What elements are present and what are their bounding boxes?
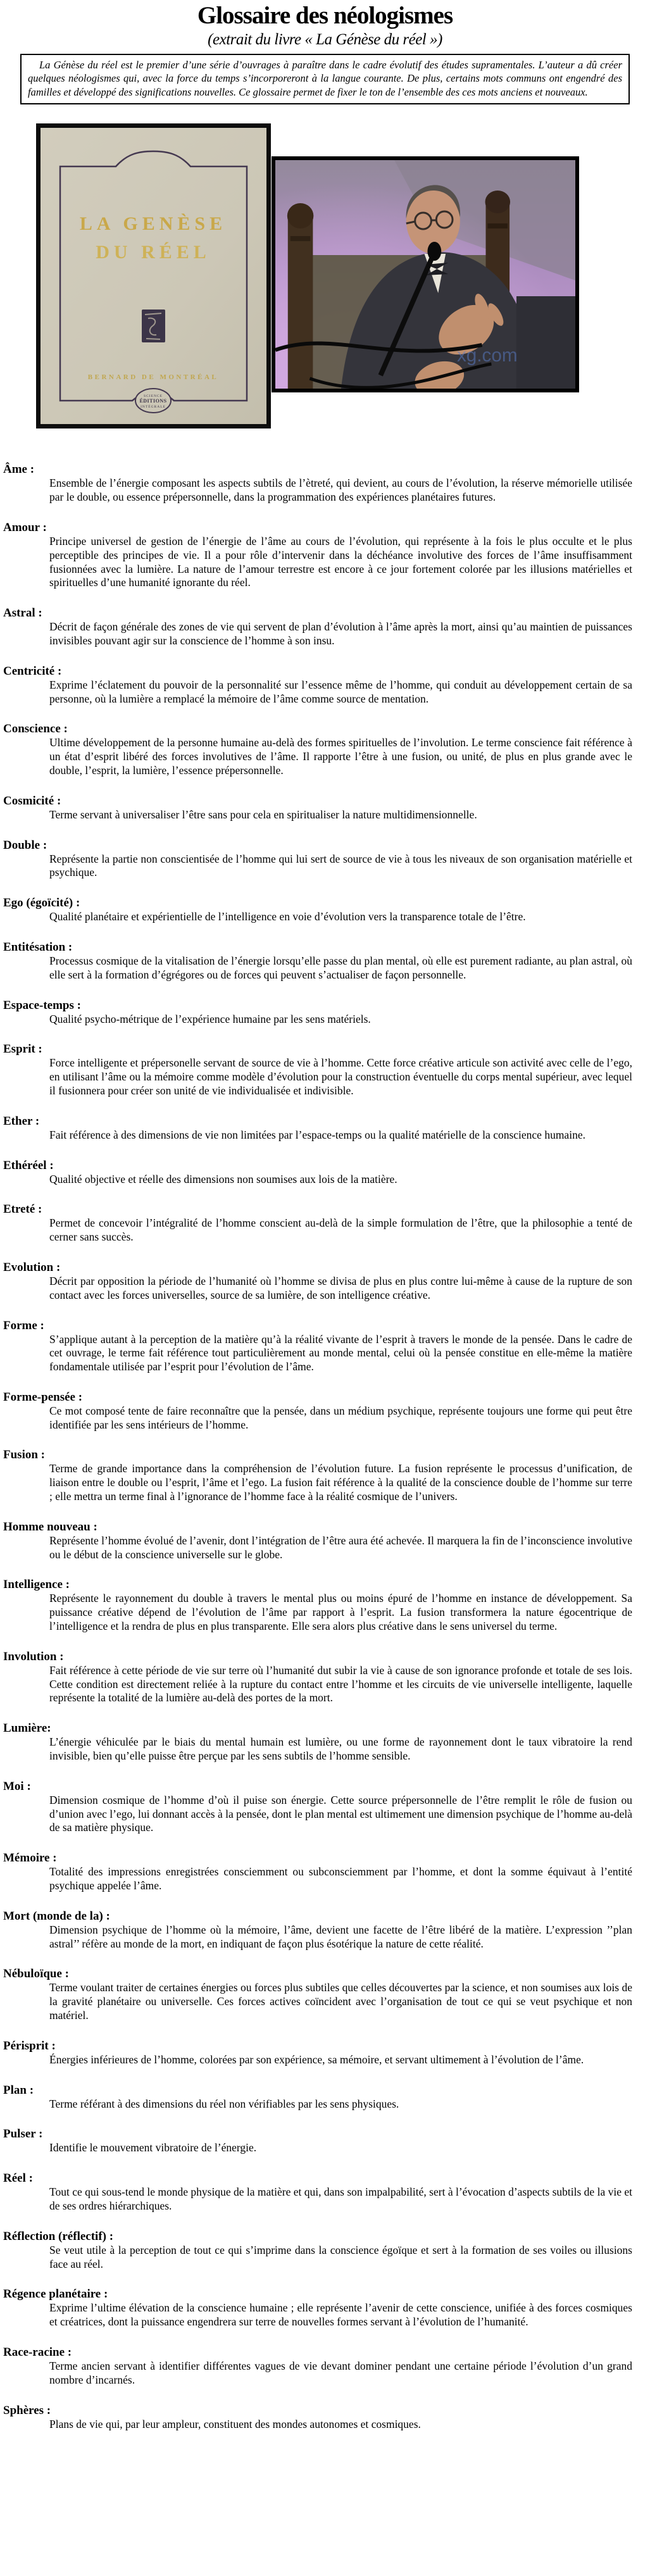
glossary-definition: Qualité psycho-métrique de l’expérience humaine par les sens matériels. xyxy=(49,1012,371,1025)
glossary-entry xyxy=(0,2404,650,2432)
glossary-definition: S’applique autant à la perception de la matière qu’à la réalité vivante de l’esprit à travers le monde de la pensée. Dans le cadre de cet ouvrage, le terme fait référence tout particulièrement au monde mental, celui où la pensée constitue en elle-même la matière fondamentale utilisée par l’esprit pour l’évolution de l’âme. xyxy=(49,1332,632,1373)
glossary-entry xyxy=(0,1159,650,1187)
glossary-term: Entitésation : xyxy=(3,940,73,954)
glossary-term: Double : xyxy=(3,838,47,852)
document-page xyxy=(0,3,650,2576)
glossary-definition: Identifie le mouvement vibratoire de l’énergie. xyxy=(49,2141,257,2154)
glossary-term: Régence planétaire : xyxy=(3,2287,108,2301)
glossary-entry xyxy=(0,1115,650,1142)
glossary-term: Forme-pensée : xyxy=(3,1390,83,1404)
glossary-term: Réel : xyxy=(3,2172,33,2185)
glossary-definition: Qualité objective et réelle des dimensions non soumises aux lois de la matière. xyxy=(49,1172,397,1185)
glossary-term: Réflection (réflectif) : xyxy=(3,2229,114,2243)
book-cover-graphic xyxy=(36,123,271,428)
glossary-term: Âme : xyxy=(3,463,35,477)
glossary-entry xyxy=(0,896,650,924)
glossary-term: Homme nouveau : xyxy=(3,1520,97,1534)
glossary-entry xyxy=(0,1319,650,1374)
glossary-term: Astral : xyxy=(3,606,42,620)
intro-box xyxy=(20,54,630,105)
glossary-definition: Représente le rayonnement du double à travers le mental plus ou moins épuré de l’homme en instance de développement. Sa puissance créative dépend de l’évolution de l’âme par rapport à l’esprit. La fusion transformera la nature égocentrique de l’intelligence et la rendra de plus en plus transparente. Elle sera alors plus créative dans le sens universel du terme. xyxy=(49,1592,632,1633)
glossary-term: Evolution : xyxy=(3,1260,61,1274)
glossary-definition: Énergies inférieures de l’homme, colorées par son expérience, sa mémoire, et servant ultimement à l’évolution de l’âme. xyxy=(49,2053,584,2066)
glossary-entry xyxy=(0,521,650,590)
publisher-top-label: SCIENCE xyxy=(144,394,163,399)
glossary-definition: Terme servant à universaliser l’être sans pour cela en spiritualiser la nature multidimensionnelle. xyxy=(49,808,477,821)
glossary-term: Nébuloïque : xyxy=(3,1967,69,1981)
glossary-term: Race-racine : xyxy=(3,2345,72,2359)
glossary-definition: Qualité planétaire et expérientielle de l’intelligence en voie d’évolution vers la transparence totale de l’être. xyxy=(49,910,526,923)
glossary-entry xyxy=(0,2172,650,2213)
page-subtitle: (extrait du livre « La Génèse du réel ») xyxy=(208,30,442,48)
glossary-term: Cosmicité : xyxy=(3,794,61,808)
glossary-entry xyxy=(0,2287,650,2329)
glossary-entry xyxy=(0,2230,650,2272)
glossary-definition: Principe universel de gestion de l’énergie de l’âme au cours de l’évolution, qui représente à la fois le plus occulte et le plus perceptible des principes de vie. Il a pour rôle d’intervenir dans la déchéance involutive des forces de l’âme insuffisamment fusionnées avec la lumière. La nature de l’amour terrestre est encore à ce jour fortement colorée par les illusions matérielles et spirituelles d’une humanité ignorante du réel. xyxy=(49,534,632,589)
glossary-entry xyxy=(0,1391,650,1432)
glossary-term: Plan : xyxy=(3,2083,34,2097)
glossary-definition: Terme voulant traiter de certaines énergies ou forces plus subtiles que celles découvertes par la science, et non soumises aux lois de la gravité planétaire ou universelle. Ces forces actives coïncident avec l’organisation de tout ce qui se veut psychique et non matériel. xyxy=(49,1981,632,2022)
publisher-label: ÉDITIONS xyxy=(139,398,167,404)
glossary-entry xyxy=(0,722,650,777)
glossary-entry xyxy=(0,839,650,880)
glossary-definition: Décrit par opposition la période de l’humanité où l’homme se divisa de plus en plus contre lui-même à cause de la rupture de son contact avec les forces universelles, source de sa lumière, de son intelligence créative. xyxy=(49,1274,632,1301)
glossary-definition: Tout ce qui sous-tend le monde physique de la matière et qui, dans son impalpabilité, sert à l’évocation d’aspects subtils de la vie et de ses ordres hiérarchiques. xyxy=(49,2185,632,2212)
glossary-list xyxy=(0,463,650,2485)
glossary-entry xyxy=(0,1851,650,1893)
glossary-term: Conscience : xyxy=(3,722,68,736)
glossary-definition: Dimension cosmique de l’homme d’où il puise son énergie. Cette source prépersonnelle de l’être remplit le rôle de fusion ou d’union avec l’ego, lui donnant accès à la pensée, dont le plan mental est ultimement une dimension psychique de l’homme au-delà de sa matière physique. xyxy=(49,1793,632,1834)
glossary-entry xyxy=(0,606,650,648)
glossary-definition: Fait référence à cette période de vie sur terre où l’humanité dut subir la vie à cause de son ignorance profonde et totale de ses lois. Cette condition est directement reliée à la rupture du contact entre l’homme et les circuits de vie universelle intelligente, laquelle représente la totalité de la lumière au-delà des portes de la mort. xyxy=(49,1663,632,1704)
glossary-entry xyxy=(0,2039,650,2067)
cover-title-line1: LA GENÈSE xyxy=(79,213,227,235)
glossary-entry xyxy=(0,794,650,822)
glossary-definition: Dimension psychique de l’homme où la mémoire, l’âme, devient une facette de l’être libéré de la matière. L’expression ’’plan astral’’ réfère au monde de la mort, en indiquant de façon plus ésotérique la nature de cette réalité. xyxy=(49,1923,632,1950)
book-cover-image xyxy=(36,123,271,428)
glossary-entry xyxy=(0,1261,650,1303)
glossary-definition: Terme de grande importance dans la compréhension de l’évolution future. La fusion représente le processus d’unification, de liaison entre le double ou l’esprit, l’âme et l’ego. La fusion fait référence à la qualité de la conscience double de l’homme sur terre ; elle mettra un terme final à l’ignorance de l’homme face à la réalité cosmique de l’univers. xyxy=(49,1462,632,1503)
glossary-definition: Terme ancien servant à identifier différentes vagues de vie devant dominer pendant une certaine période l’évolution d’un grand nombre d’incarnés. xyxy=(49,2359,632,2386)
glossary-term: Forme : xyxy=(3,1318,44,1332)
publisher-emblem xyxy=(135,389,171,413)
glossary-entry xyxy=(0,1722,650,1763)
glossary-definition: Représente la partie non conscientisée de l’homme qui lui sert de source de vie à tous les niveaux de son organisation matérielle et psychique. xyxy=(49,852,632,879)
glossary-term: Esprit : xyxy=(3,1042,42,1056)
glossary-term: Amour : xyxy=(3,520,47,534)
glossary-term: Ethéréel : xyxy=(3,1158,54,1172)
glossary-term: Espace-temps : xyxy=(3,998,81,1012)
photo-watermark: xg.com xyxy=(456,345,518,366)
glossary-term: Fusion : xyxy=(3,1448,45,1462)
glossary-entry xyxy=(0,2346,650,2387)
glossary-entry xyxy=(0,2084,650,2111)
glossary-definition: Processus cosmique de la vitalisation de l’énergie lorsqu’elle passe du plan mental, où elle est purement radiante, au plan astral, où elle sert à la formation d’égrégores ou de forces qui peuvent s’actualiser de façon personnelle. xyxy=(49,954,632,981)
glossary-term: Périsprit : xyxy=(3,2039,56,2053)
glossary-entry xyxy=(0,1910,650,1951)
glossary-definition: Exprime l’éclatement du pouvoir de la personnalité sur l’essence même de l’homme, qui conduit au développement certain de sa personne, où la lumière a remplacé la mémoire de l’âme comme source de mentation. xyxy=(49,678,632,705)
glossary-definition: Décrit de façon générale des zones de vie qui servent de plan d’évolution à l’âme après la mort, ainsi qu’au maintien de puissances invisibles pouvant agir sur la conscience de l’homme à son insu. xyxy=(49,620,632,647)
glossary-definition: Plans de vie qui, par leur ampleur, constituent des mondes autonomes et cosmiques. xyxy=(49,2417,421,2430)
speaker-photo xyxy=(272,156,579,392)
cover-author: BERNARD DE MONTRÉAL xyxy=(87,373,219,382)
glossary-term: Involution : xyxy=(3,1649,64,1663)
glossary-entry xyxy=(0,1203,650,1244)
page-title: Glossaire des néologismes xyxy=(197,2,453,29)
glossary-term: Mort (monde de la) : xyxy=(3,1909,110,1923)
glossary-term: Ego (égoïcité) : xyxy=(3,896,80,910)
glossary-entry xyxy=(0,1780,650,1835)
glossary-definition: Se veut utile à la perception de tout ce qui s’imprime dans la conscience égoïque et sert à la formation de ses voiles ou illusions face au réel. xyxy=(49,2243,632,2270)
chair-left-post xyxy=(287,203,314,389)
glossary-entry xyxy=(0,665,650,706)
glossary-term: Pulser : xyxy=(3,2127,43,2141)
glossary-entry xyxy=(0,1967,650,2022)
speaker-arm xyxy=(516,296,575,389)
glossary-term: Etreté : xyxy=(3,1203,42,1216)
glossary-entry xyxy=(0,1578,650,1633)
publisher-bottom-label: INTÉGRALE xyxy=(141,405,166,410)
glossary-term: Ether : xyxy=(3,1114,40,1128)
glossary-definition: Exprime l’ultime élévation de la conscience humaine ; elle représente l’avenir de cette conscience, unifiée à des forces cosmiques et créatrices, dont la puissance engendrera sur terre de nouvelles formes servant à l’évolution de l’humanité. xyxy=(49,2301,632,2329)
glossary-entry xyxy=(0,1448,650,1503)
glossary-entry xyxy=(0,2127,650,2155)
cover-emblem xyxy=(142,309,165,342)
glossary-definition: Ensemble de l’énergie composant les aspects subtils de l’ètreté, qui devient, au cours de l’évolution, la réserve mémorielle utilisée par le double, ou essence prépersonnelle, dans la programmation des expériences planétaires futures. xyxy=(49,477,632,504)
media-row xyxy=(0,115,650,441)
glossary-term: Lumière: xyxy=(3,1722,51,1735)
glossary-definition: Fait référence à des dimensions de vie non limitées par l’espace-temps ou la qualité matérielle de la conscience humaine. xyxy=(49,1128,585,1141)
glossary-term: Intelligence : xyxy=(3,1578,70,1592)
intro-text: La Génèse du réel est le premier d’une série d’ouvrages à paraître dans le cadre évolutif des études supramentales. L’auteur a dû créer quelques néologismes qui, avec la force du temps s’incorporeront à la langue courante. De plus, certains mots communs ont engendré des familles et développé des significations nouvelles. Ce glossaire permet de fixer le ton de l’ensemble des ces mots anciens et nouveaux. xyxy=(28,58,622,98)
glossary-definition: Totalité des impressions enregistrées consciemment ou subconsciemment par l’homme, et dont la somme équivaut à l’entité psychique appelée l’âme. xyxy=(49,1865,632,1892)
glossary-entry xyxy=(0,941,650,982)
glossary-term: Moi : xyxy=(3,1779,31,1793)
glossary-entry xyxy=(0,1520,650,1562)
glossary-definition: L’énergie véhiculée par le biais du mental humain est lumière, ou une forme de rayonnement dont le taux vibratoire la rend invisible, bien qu’elle puisse être perçue par les sens subtils de l’homme sensible. xyxy=(49,1735,632,1763)
glossary-entry xyxy=(0,1650,650,1705)
glossary-entry xyxy=(0,1042,650,1097)
cover-title-line2: DU RÉEL xyxy=(96,242,211,263)
glossary-definition: Représente l’homme évolué de l’avenir, dont l’intégration de l’être aura été achevée. Il marquera la fin de l’inconscience involutive ou le début de la conscience universelle sur le globe. xyxy=(49,1534,632,1561)
glossary-definition: Force intelligente et prépersonelle servant de source de vie à l’homme. Cette force créative articule son activité avec celle de l’ego, en utilisant l’âme ou la mémoire comme modèle d’évolution pour la construction éventuelle du corps mental supérieur, avec lequel il fusionnera pour créer son unité de vie individualisée et indivisible. xyxy=(49,1056,632,1097)
glossary-entry xyxy=(0,463,650,504)
glossary-definition: Ce mot composé tente de faire reconnaître que la pensée, dans un médium psychique, représente toujours une forme qui peut être identifiée par les sens intérieurs de l’homme. xyxy=(49,1404,632,1431)
glossary-term: Sphères : xyxy=(3,2403,51,2417)
glossary-definition: Permet de concevoir l’intégralité de l’homme conscient au-delà de la simple formulation de l’être, que la philosophie a tenté de cerner sans succès. xyxy=(49,1216,632,1244)
glossary-entry xyxy=(0,999,650,1027)
glossary-term: Mémoire : xyxy=(3,1851,57,1865)
speaker-photo-graphic xyxy=(275,160,575,389)
glossary-term: Centricité : xyxy=(3,664,62,678)
glossary-definition: Terme référant à des dimensions du réel non vérifiables par les sens physiques. xyxy=(49,2097,399,2110)
glossary-definition: Ultime développement de la personne humaine au-delà des formes spirituelles de l’involution. Le terme conscience fait référence à un état d’esprit libéré des forces involutives de l’âme. Il rapporte l’être à une fusion, ou unité, de plus en plus grande avec le double, l’esprit, la lumière, l’essence prépersonnelle. xyxy=(49,736,632,777)
